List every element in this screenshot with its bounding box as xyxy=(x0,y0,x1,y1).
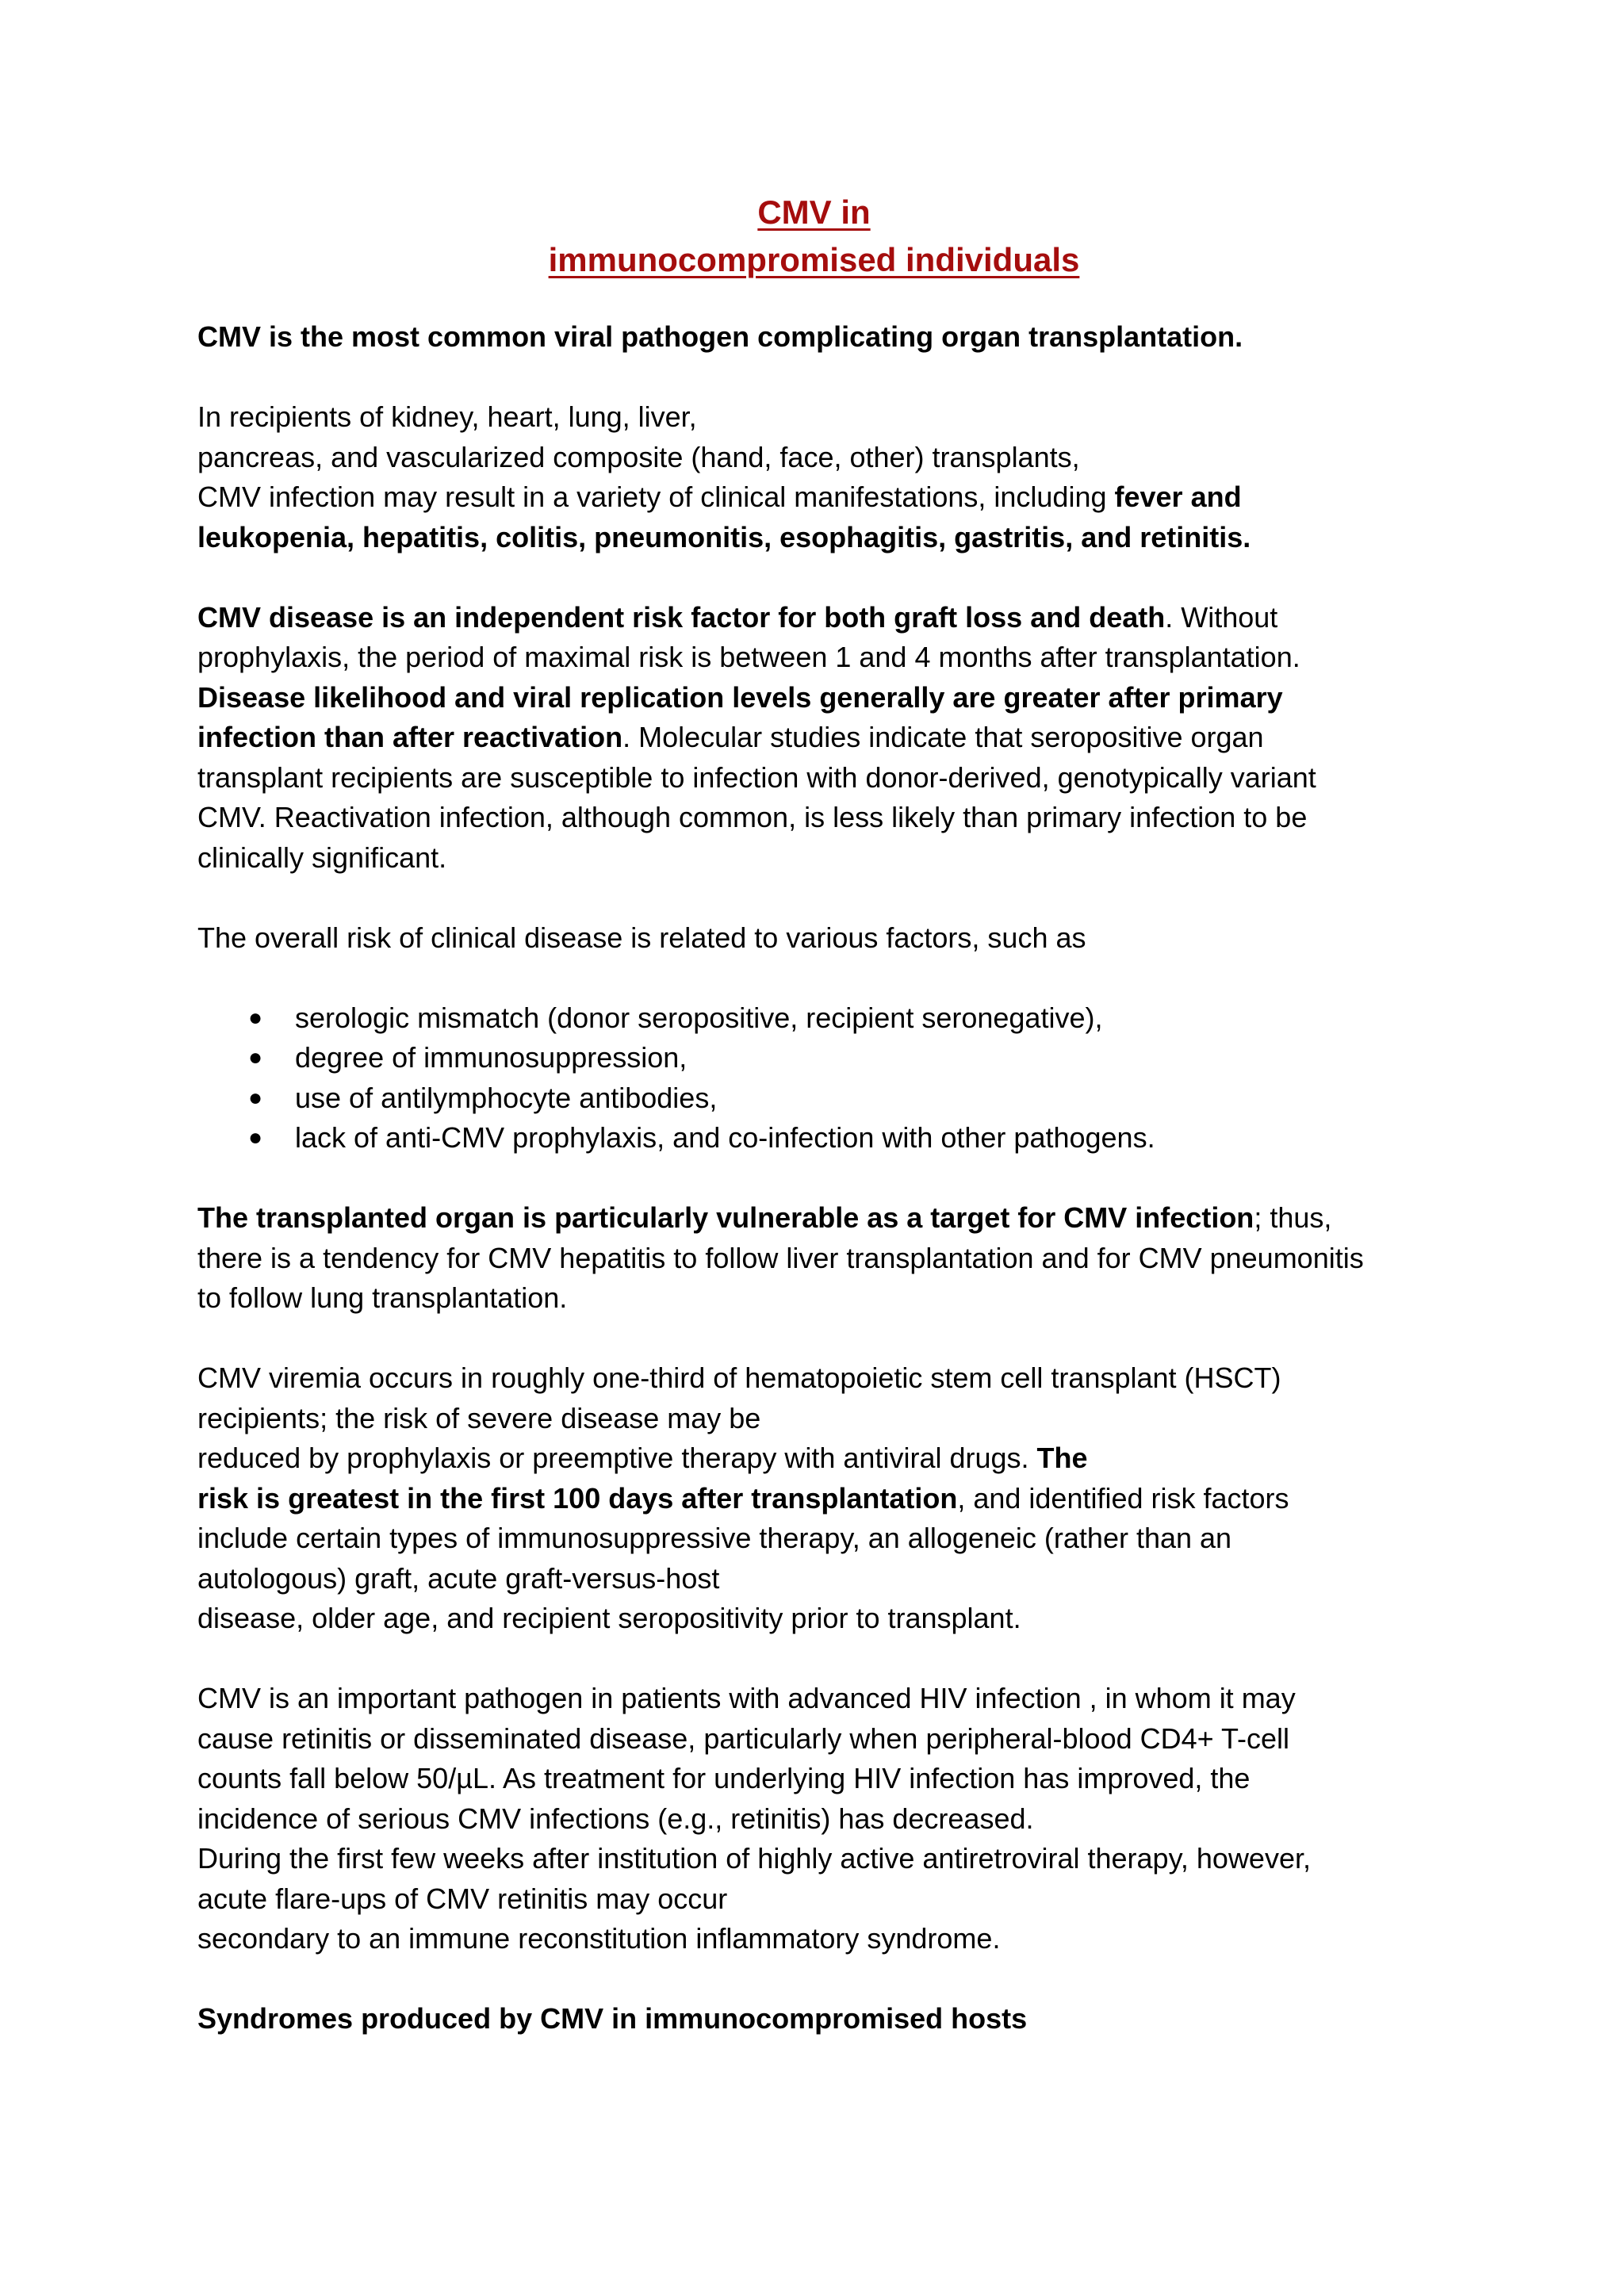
paragraph-line: In recipients of kidney, heart, lung, liver, xyxy=(197,400,697,433)
paragraph-line: autologous) graft, acute graft-versus-host xyxy=(197,1561,720,1595)
list-item-text: use of antilymphocyte antibodies, xyxy=(295,1081,718,1114)
text-run: reduced by prophylaxis or preemptive therapy with antiviral drugs. xyxy=(197,1442,1037,1474)
text-run: . Molecular studies indicate that seropositive organ xyxy=(622,721,1264,753)
paragraph-line: cause retinitis or disseminated disease, particularly when peripheral-blood CD4+ T-cell xyxy=(197,1721,1290,1755)
paragraph-line: recipients; the risk of severe disease may be xyxy=(197,1401,761,1434)
paragraph-hsct xyxy=(197,1358,1466,1639)
bullet-icon: ● xyxy=(248,1084,263,1111)
paragraph-line xyxy=(197,477,1466,518)
paragraph-transplanted-organ xyxy=(197,1198,1466,1319)
text-run: . Without xyxy=(1165,600,1278,634)
bold-text-run: infection than after reactivation xyxy=(197,721,623,753)
paragraph-line: disease, older age, and recipient seropositivity prior to transplant. xyxy=(197,1602,1021,1634)
bullet-icon: ● xyxy=(248,1044,263,1070)
paragraph-line xyxy=(197,718,1466,758)
list-item-text: serologic mismatch (donor seropositive, recipient seronegative), xyxy=(295,1001,1103,1034)
paragraph-line: Disease likelihood and viral replication levels generally are greater after primary xyxy=(197,680,1283,714)
bold-text-run: The transplanted organ is particularly vulnerable as a target for CMV infection xyxy=(197,1201,1254,1234)
title-line-1: CMV in xyxy=(757,193,871,231)
paragraph-hiv xyxy=(197,1679,1466,1959)
bullet-icon: ● xyxy=(248,1004,263,1031)
paragraph-line: pancreas, and vascularized composite (hand, face, other) transplants, xyxy=(197,440,1080,473)
paragraph-line: include certain types of immunosuppressive therapy, an allogeneic (rather than an xyxy=(197,1522,1232,1554)
text-run: CMV infection may result in a variety of clinical manifestations, including xyxy=(197,481,1115,513)
paragraph-line: leukopenia, hepatitis, colitis, pneumonitis, esophagitis, gastritis, and retinitis. xyxy=(197,520,1251,553)
list-item-text: degree of immunosuppression, xyxy=(295,1041,688,1074)
paragraph-line: CMV. Reactivation infection, although common, is less likely than primary infection to be xyxy=(197,801,1308,833)
list-item xyxy=(197,1118,1466,1158)
text-run: , and identified risk factors xyxy=(957,1481,1289,1515)
paragraph-line: counts fall below 50/µL. As treatment for underlying HIV infection has improved, the xyxy=(197,1762,1251,1794)
paragraph-line: to follow lung transplantation. xyxy=(197,1281,568,1314)
list-item-text: lack of anti-CMV prophylaxis, and co-infection with other pathogens. xyxy=(295,1121,1155,1154)
paragraph-line: there is a tendency for CMV hepatitis to follow liver transplantation and for CMV pneumonitis xyxy=(197,1241,1364,1274)
list-item xyxy=(197,998,1466,1039)
bold-text-run: fever and xyxy=(1114,481,1242,513)
title-line-2: immunocompromised individuals xyxy=(548,241,1080,278)
document-page xyxy=(197,189,1466,2039)
bold-text-run: CMV disease is an independent risk factor for both graft loss and death xyxy=(197,600,1166,634)
paragraph-line: CMV viremia occurs in roughly one-third of hematopoietic stem cell transplant (HSCT) xyxy=(197,1361,1281,1394)
paragraph-line xyxy=(197,1198,1466,1239)
paragraph-line xyxy=(197,598,1466,638)
paragraph-risk-factor xyxy=(197,598,1466,879)
paragraph-line xyxy=(197,1438,1466,1479)
paragraph-line: CMV is an important pathogen in patients with advanced HIV infection , in whom it may xyxy=(197,1682,1296,1714)
paragraph-line: acute flare-ups of CMV retinitis may occur xyxy=(197,1882,728,1915)
paragraph-line: prophylaxis, the period of maximal risk is between 1 and 4 months after transplantation. xyxy=(197,641,1300,673)
list-item xyxy=(197,1038,1466,1078)
page-title xyxy=(197,189,1431,284)
paragraph-manifestations xyxy=(197,397,1466,557)
paragraph-line: During the first few weeks after institution of highly active antiretroviral therapy, however, xyxy=(197,1842,1311,1875)
risk-intro-line: The overall risk of clinical disease is related to various factors, such as xyxy=(197,921,1086,954)
paragraph-line: clinically significant. xyxy=(197,841,447,874)
paragraph-line: secondary to an immune reconstitution inflammatory syndrome. xyxy=(197,1922,1001,1955)
bold-text-run: The xyxy=(1036,1442,1088,1474)
text-run: ; thus, xyxy=(1254,1201,1332,1234)
paragraph-line: transplant recipients are susceptible to infection with donor-derived, genotypically variant xyxy=(197,760,1316,794)
paragraph-line: incidence of serious CMV infections (e.g., retinitis) has decreased. xyxy=(197,1802,1034,1835)
risk-factor-list xyxy=(197,998,1466,1158)
paragraph-line xyxy=(197,1479,1466,1519)
bullet-icon: ● xyxy=(248,1124,263,1151)
intro-statement: CMV is the most common viral pathogen complicating organ transplantation. xyxy=(197,320,1243,353)
bold-text-run: risk is greatest in the first 100 days after transplantation xyxy=(197,1481,958,1515)
section-heading-syndromes: Syndromes produced by CMV in immunocompromised hosts xyxy=(197,2002,1028,2035)
list-item xyxy=(197,1078,1466,1119)
